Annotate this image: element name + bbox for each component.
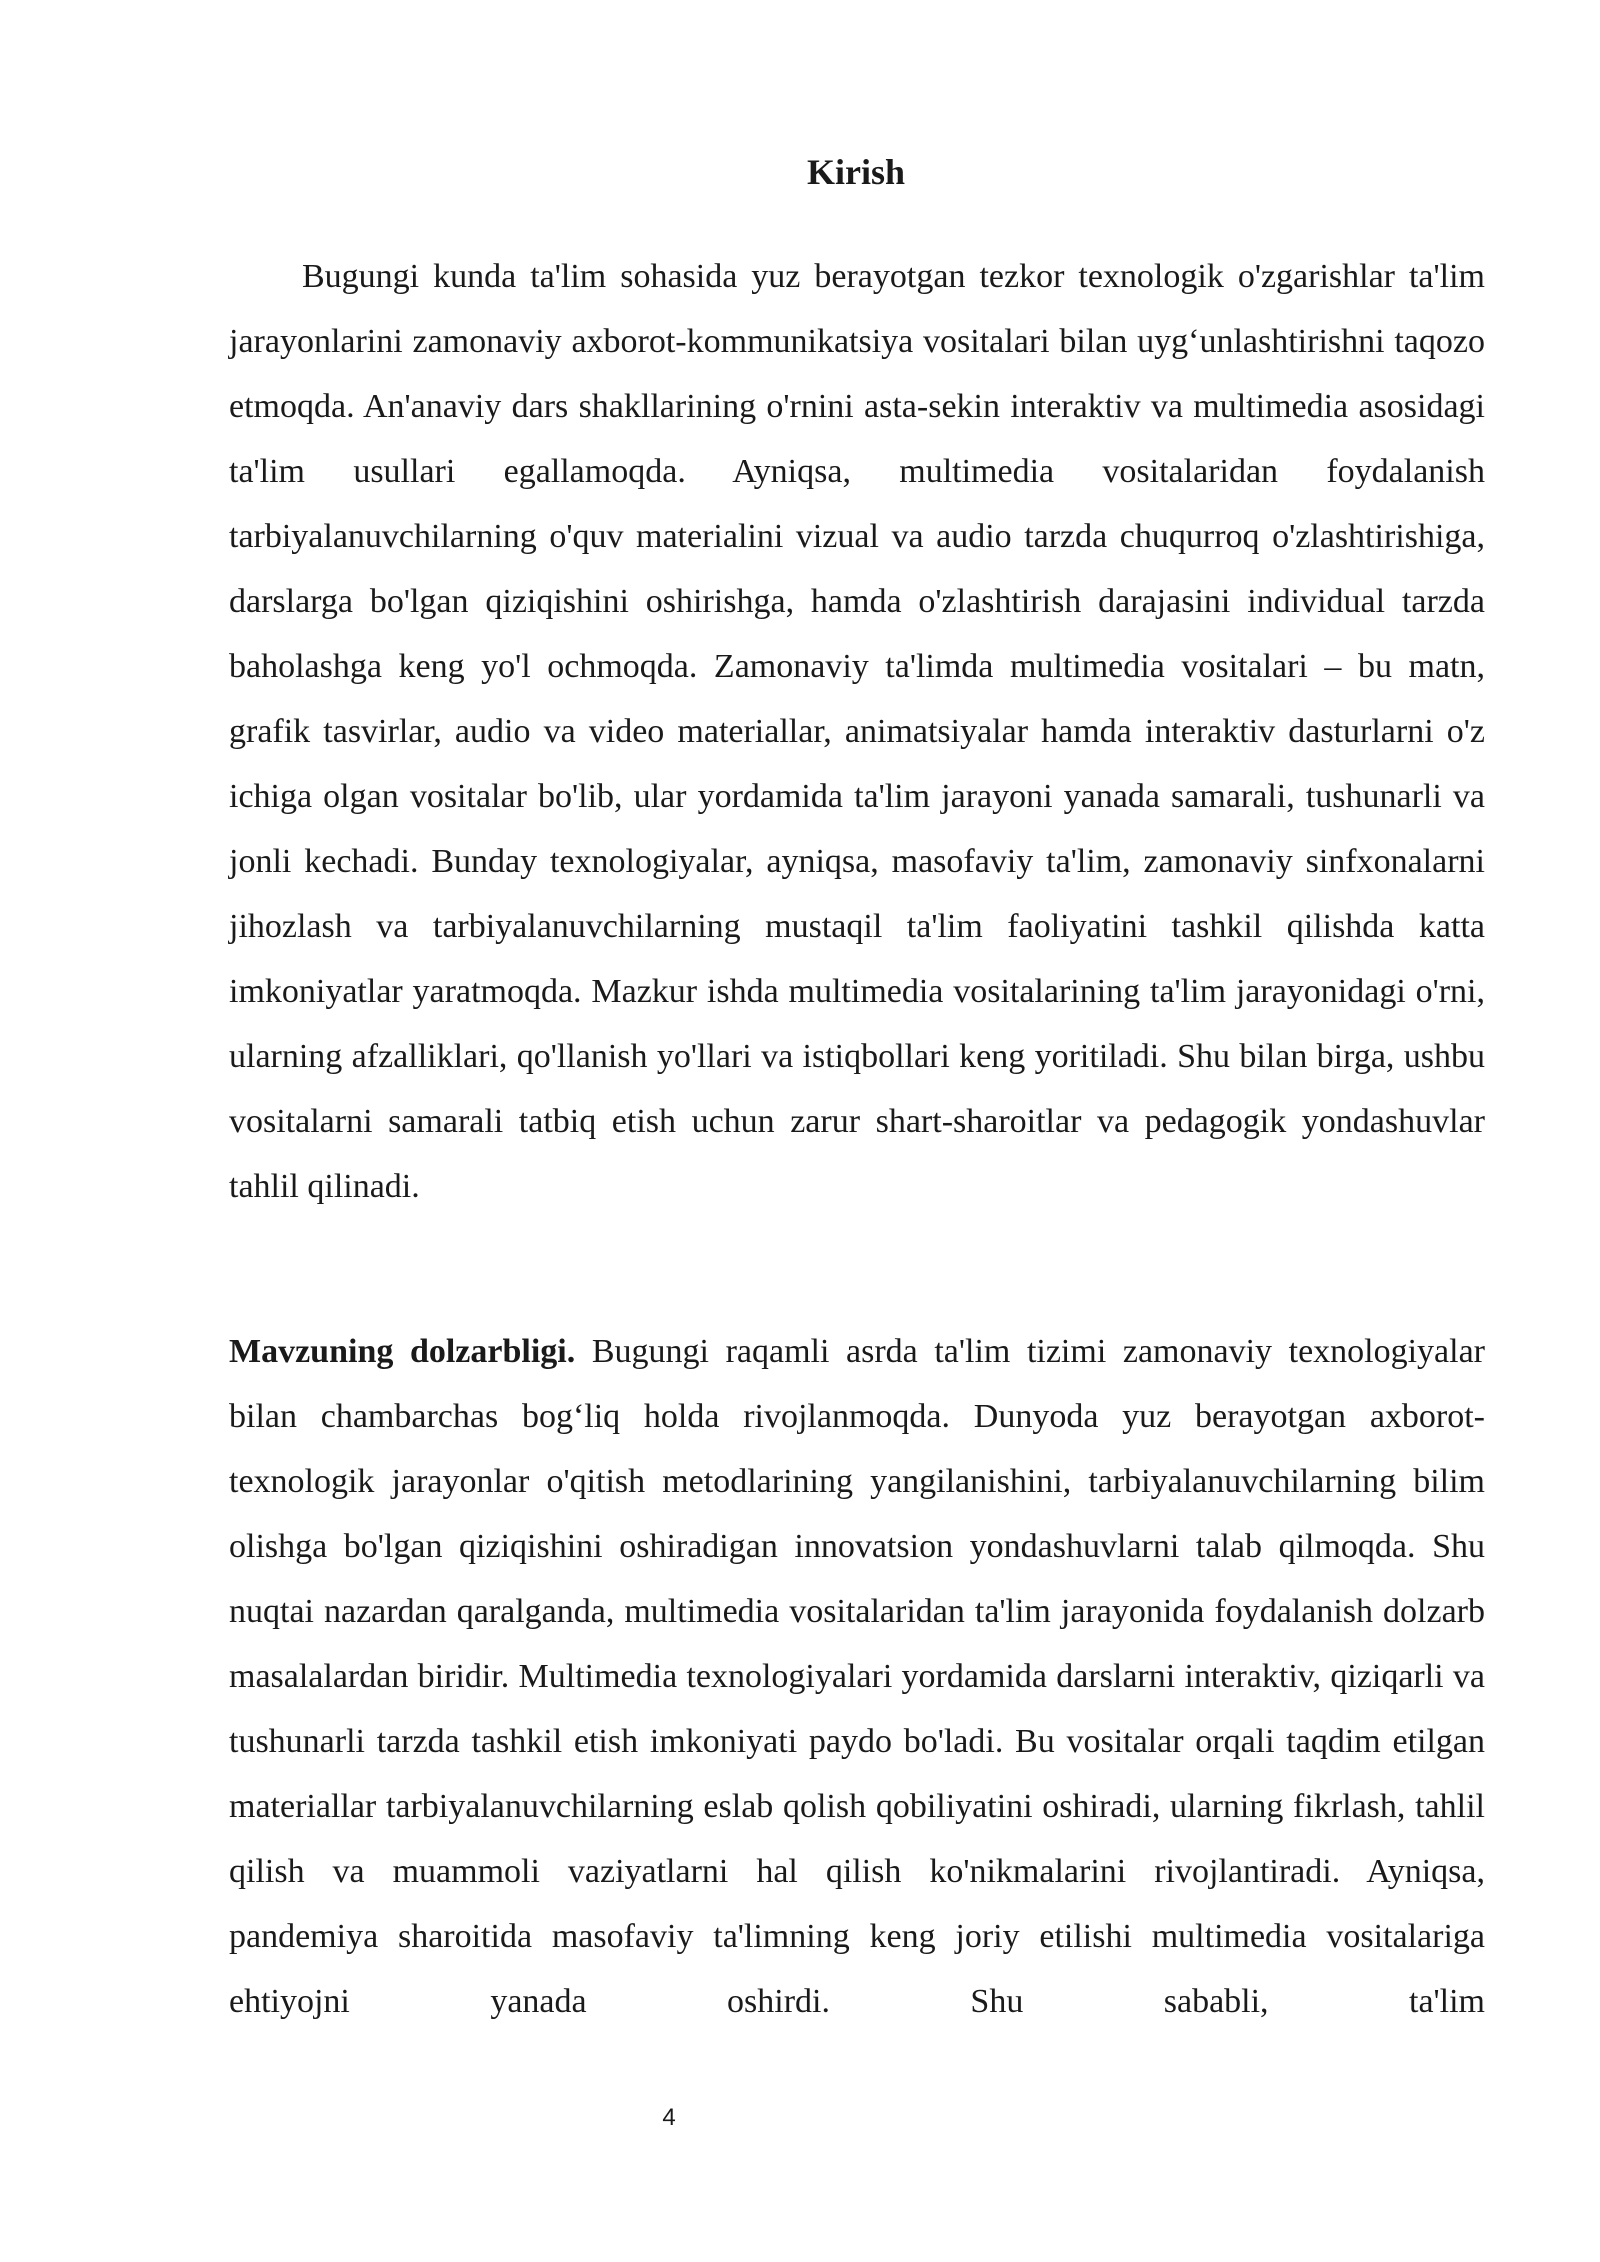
relevance-text: Bugungi raqamli asrda ta'lim tizimi zamonaviy texnologiyalar bilan chambarchas bog‘liq holda rivojlanmoqda. Dunyoda yuz berayotgan axborot-texnologik jarayonlar o'qitish metodlarining yangilanishini, tarbiyalanuvchilarning bilim olishga bo'lgan qiziqishini oshiradigan innovatsion yondashuvlarni talab qilmoqda. Shu nuqtai nazardan qaralganda, multimedia vositalaridan ta'lim jarayonida foydalanish dolzarb masalalardan biridir. Multimedia texnologiyalari yordamida darslarni interaktiv, qiziqarli va tushunarli tarzda tashkil etish imkoniyati paydo bo'ladi. Bu vositalar orqali taqdim etilgan materiallar tarbiyalanuvchilarning eslab qolish qobiliyatini oshiradi, ularning fikrlash, tahlil qilish va muammoli vaziyatlarni hal qilish ko'nikmalarini rivojlantiradi. Ayniqsa, pandemiya sharoitida masofaviy ta'limning keng joriy etilishi multimedia vositalariga ehtiyojni yanada oshirdi. Shu sababli, ta'lim bbox=[229, 1333, 1486, 2020]
intro-paragraph: Bugungi kunda ta'lim sohasida yuz berayotgan tezkor texnologik o'zgarishlar ta'lim jarayonlarini zamonaviy axborot-kommunikatsiya vositalari bilan uyg‘unlashtirishni taqozo etmoqda. An'anaviy dars shakllarining o'rnini asta-sekin interaktiv va multimedia asosidagi ta'lim usullari egallamoqda. Ayniqsa, multimedia vositalaridan foydalanish tarbiyalanuvchilarning o'quv materialini vizual va audio tarzda chuqurroq o'zlashtirishiga, darslarga bo'lgan qiziqishini oshirishga, hamda o'zlashtirish darajasini individual tarzda baholashga keng yo'l ochmoqda. Zamonaviy ta'limda multimedia vositalari – bu matn, grafik tasvirlar, audio va video materiallar, animatsiyalar hamda interaktiv dasturlarni o'z ichiga olgan vositalar bo'lib, ular yordamida ta'lim jarayoni yanada samarali, tushunarli va jonli kechadi. Bunday texnologiyalar, ayniqsa, masofaviy ta'lim, zamonaviy sinfxonalarni jihozlash va tarbiyalanuvchilarning mustaqil ta'lim faoliyatini tashkil qilishda katta imkoniyatlar yaratmoqda. Mazkur ishda multimedia vositalarining ta'lim jarayonidagi o'rni, ularning afzalliklari, qo'llanish yo'llari va istiqbollari keng yoritiladi. Shu bilan birga, ushbu vositalarni samarali tatbiq etish uchun zarur shart-sharoitlar va pedagogik yondashuvlar tahlil qilinadi. bbox=[229, 258, 1485, 1205]
relevance-paragraph bbox=[229, 1319, 1485, 2034]
page-title: Kirish bbox=[806, 152, 905, 192]
relevance-heading: Mavzuning dolzarbligi. bbox=[229, 1333, 576, 1370]
page-number: 4 bbox=[662, 2104, 676, 2131]
